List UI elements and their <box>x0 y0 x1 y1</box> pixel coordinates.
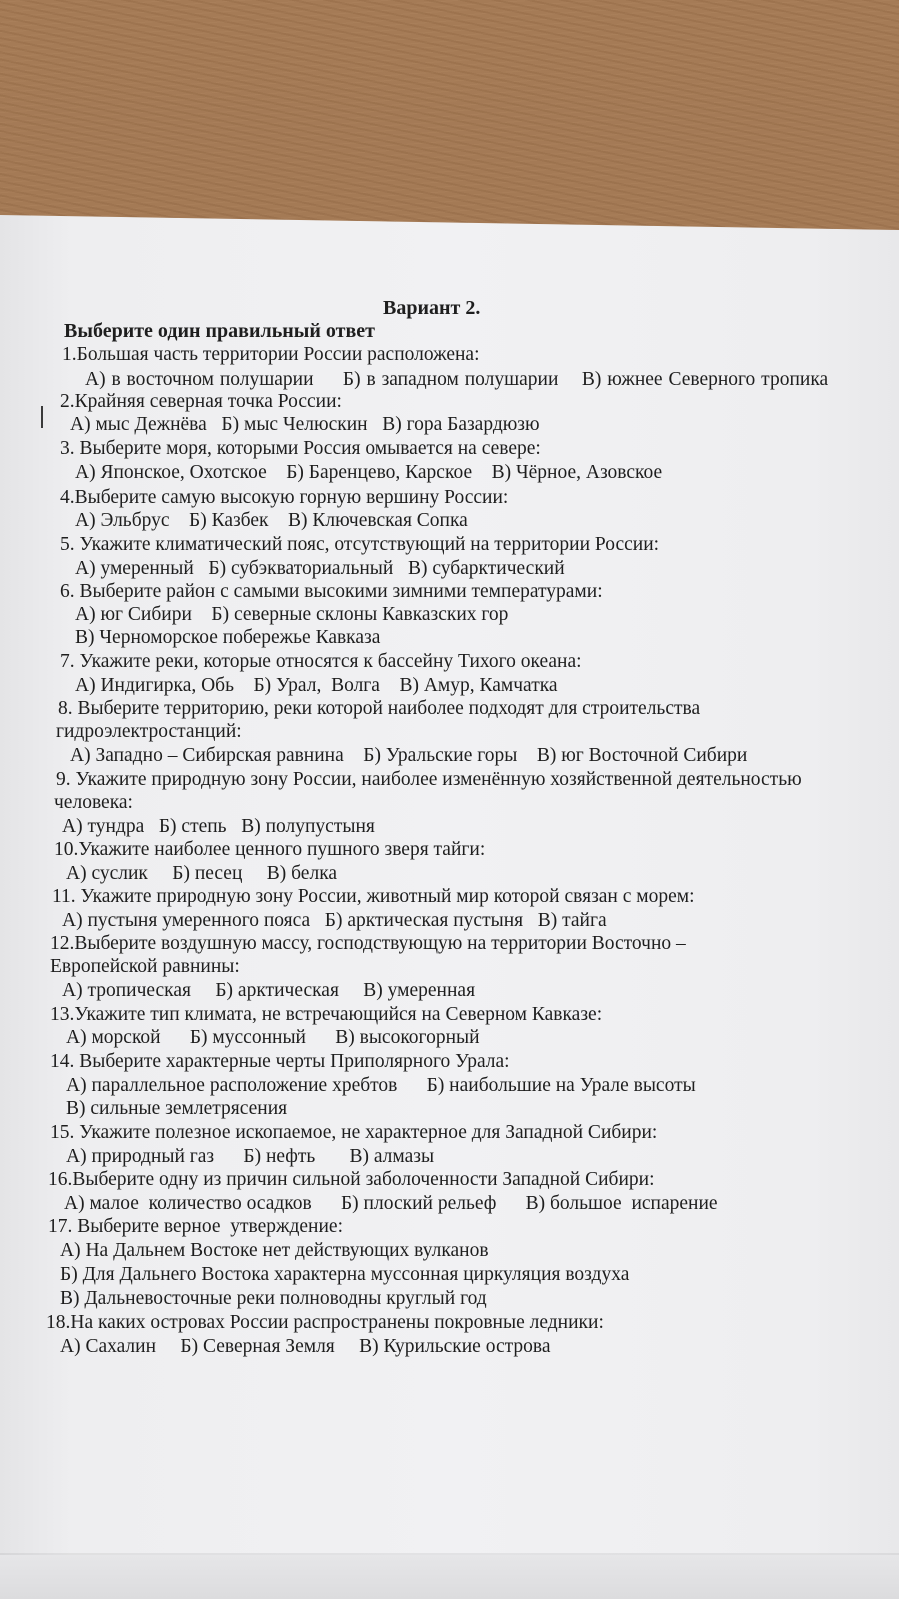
question-1-options: А) в восточном полушарии Б) в западном полушарии В) южнее Северного тропика <box>85 369 829 390</box>
instruction: Выберите один правильный ответ <box>64 320 375 342</box>
question-16-options: А) малое количество осадков Б) плоский рельеф В) большое испарение <box>64 1193 718 1214</box>
question-3-options: А) Японское, Охотское Б) Баренцево, Карское В) Чёрное, Азовское <box>75 462 663 483</box>
question-18: 18.На каких островах России распространены покровные ледники: <box>46 1312 604 1333</box>
question-18-options: А) Сахалин Б) Северная Земля В) Курильские острова <box>60 1336 551 1357</box>
question-10-options: А) суслик Б) песец В) белка <box>66 863 338 884</box>
question-14: 14. Выберите характерные черты Приполярного Урала: <box>50 1051 510 1072</box>
question-1: 1.Большая часть территории России расположена: <box>62 344 480 365</box>
question-17: 17. Выберите верное утверждение: <box>48 1216 344 1237</box>
question-9: 9. Укажите природную зону России, наиболее изменённую хозяйственной деятельностью <box>56 769 802 790</box>
question-4: 4.Выберите самую высокую горную вершину России: <box>60 487 509 508</box>
question-14-options-line-2: В) сильные землетрясения <box>66 1098 288 1119</box>
question-5-options: А) умеренный Б) субэкваториальный В) субарктический <box>75 558 565 579</box>
question-6-options-line-1: А) юг Сибири Б) северные склоны Кавказских гор <box>75 604 509 625</box>
question-3: 3. Выберите моря, которыми Россия омывается на севере: <box>60 438 541 459</box>
question-8-continuation: гидроэлектростанций: <box>56 721 242 742</box>
question-11: 11. Укажите природную зону России, животный мир которой связан с морем: <box>52 886 695 907</box>
question-7: 7. Укажите реки, которые относятся к бассейну Тихого океана: <box>60 651 582 672</box>
question-17-option-a: А) На Дальнем Востоке нет действующих вулканов <box>60 1240 489 1261</box>
question-4-options: А) Эльбрус Б) Казбек В) Ключевская Сопка <box>75 510 468 531</box>
question-12-options: А) тропическая Б) арктическая В) умеренная <box>62 980 476 1001</box>
question-8: 8. Выберите территорию, реки которой наиболее подходят для строительства <box>58 698 701 719</box>
question-6-options-line-2: В) Черноморское побережье Кавказа <box>75 627 381 648</box>
question-12-continuation: Европейской равнины: <box>50 956 240 977</box>
question-7-options: А) Индигирка, Обь Б) Урал, Волга В) Амур, Камчатка <box>75 675 558 696</box>
question-17-option-c: В) Дальневосточные реки полноводны круглый год <box>60 1288 487 1309</box>
question-2-options: А) мыс Дежнёва Б) мыс Челюскин В) гора Базардюзю <box>70 414 540 435</box>
page-title: Вариант 2. <box>383 297 481 319</box>
question-15-options: А) природный газ Б) нефть В) алмазы <box>66 1146 435 1167</box>
question-8-options: А) Западно – Сибирская равнина Б) Уральские горы В) юг Восточной Сибири <box>70 745 748 766</box>
question-5: 5. Укажите климатический пояс, отсутствующий на территории России: <box>60 534 660 555</box>
question-13: 13.Укажите тип климата, не встречающийся на Северном Кавказе: <box>50 1004 603 1025</box>
question-14-options-line-1: А) параллельное расположение хребтов Б) наибольшие на Урале высоты <box>66 1075 696 1096</box>
question-6: 6. Выберите район с самыми высокими зимними температурами: <box>60 581 603 602</box>
question-12: 12.Выберите воздушную массу, господствующую на территории Восточно – <box>50 933 686 954</box>
question-17-option-b: Б) Для Дальнего Востока характерна муссонная циркуляция воздуха <box>60 1264 630 1285</box>
question-15: 15. Укажите полезное ископаемое, не характерное для Западной Сибири: <box>50 1122 658 1143</box>
question-11-options: А) пустыня умеренного пояса Б) арктическая пустыня В) тайга <box>62 910 607 931</box>
question-2: 2.Крайняя северная точка России: <box>60 391 342 412</box>
question-10: 10.Укажите наиболее ценного пушного зверя тайги: <box>54 839 486 860</box>
question-16: 16.Выберите одну из причин сильной заболоченности Западной Сибири: <box>48 1169 655 1190</box>
question-9-options: А) тундра Б) степь В) полупустыня <box>62 816 375 837</box>
question-9-continuation: человека: <box>54 792 133 813</box>
question-13-options: А) морской Б) муссонный В) высокогорный <box>66 1027 480 1048</box>
